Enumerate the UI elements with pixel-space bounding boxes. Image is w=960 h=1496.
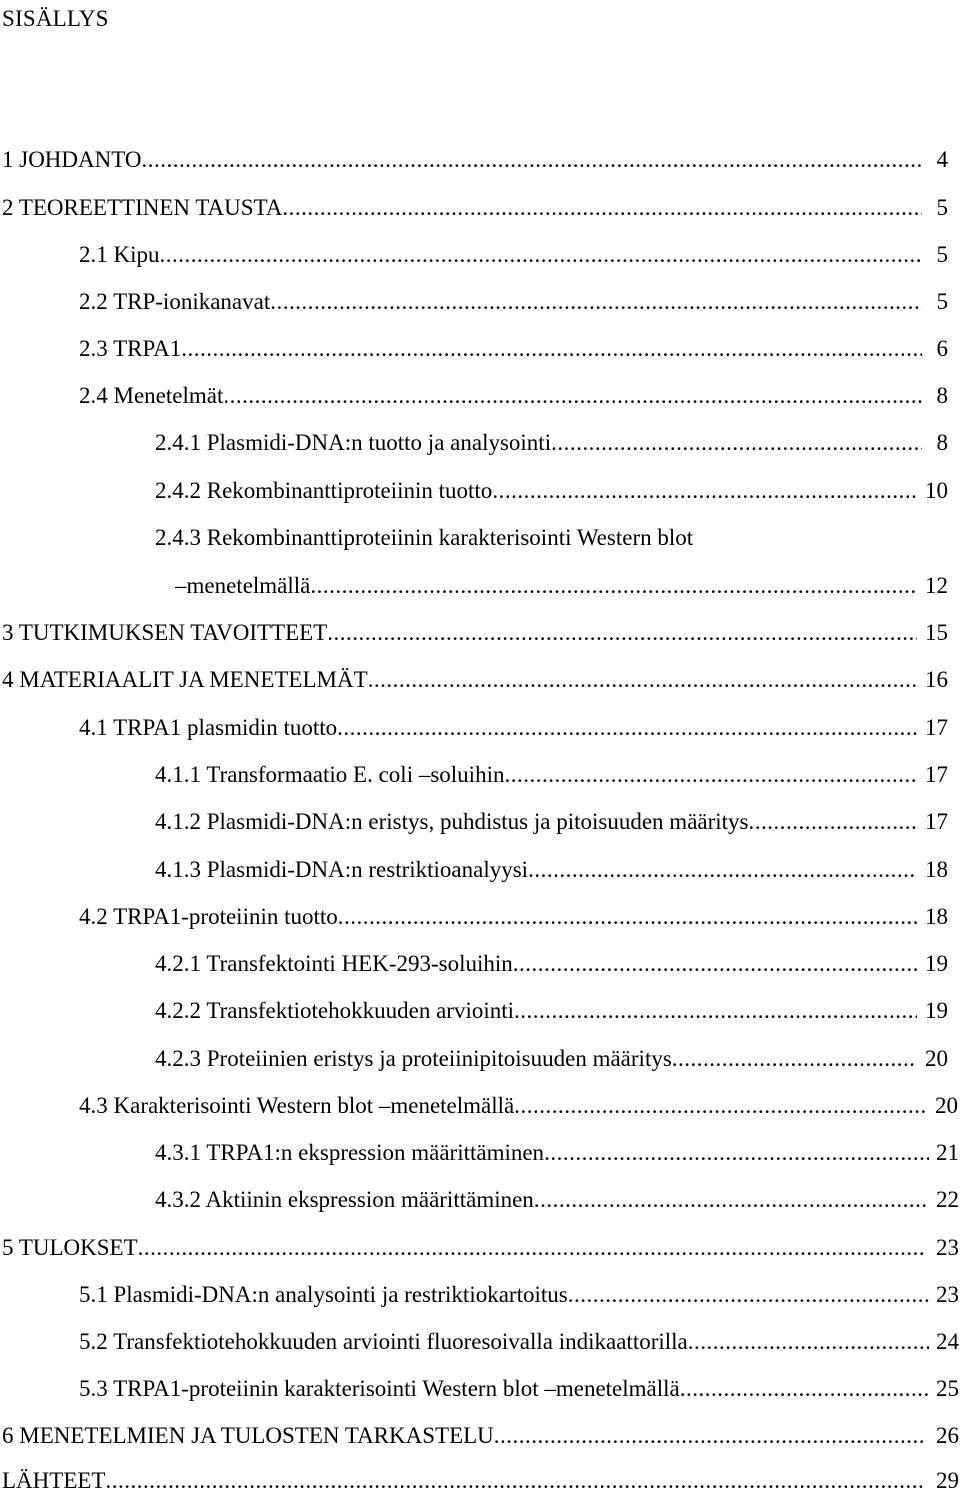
toc-page-number: 19 bbox=[925, 998, 948, 1023]
toc-page-number: 24 bbox=[936, 1329, 959, 1354]
toc-page-number: 19 bbox=[925, 951, 948, 976]
toc-entry-label: 2.4.3 Rekombinanttiproteiinin karakterisointi Western blot bbox=[155, 525, 694, 550]
toc-page-number: 5 bbox=[936, 242, 948, 267]
toc-entry-label: 4.2.2 Transfektiotehokkuuden arviointi bbox=[155, 998, 515, 1023]
toc-entry-label: 4.1.1 Transformaatio E. coli –soluihin bbox=[155, 762, 505, 787]
toc-leader-dots bbox=[534, 1185, 929, 1215]
toc-leader-dots bbox=[338, 902, 917, 932]
toc-title: SISÄLLYS bbox=[2, 6, 109, 31]
toc-entry-label: 2.4.1 Plasmidi-DNA:n tuotto ja analysointi bbox=[155, 430, 552, 455]
toc-leader-dots bbox=[368, 665, 917, 695]
toc-entry-label: 4.1.2 Plasmidi-DNA:n eristys, puhdistus ja pitoisuuden määritys bbox=[155, 809, 749, 834]
toc-entry-lahteet[interactable] bbox=[0, 1466, 960, 1496]
toc-entry-materiaalit-ja-menetelmat[interactable] bbox=[0, 665, 960, 695]
toc-entry-menetelmat[interactable] bbox=[0, 381, 960, 411]
toc-page-number: 22 bbox=[936, 1187, 959, 1212]
toc-page-number: 17 bbox=[925, 809, 948, 834]
toc-entry-label: 1 JOHDANTO bbox=[2, 147, 142, 172]
toc-entry-label: 4.2 TRPA1-proteiinin tuotto bbox=[79, 904, 338, 929]
toc-entry-restriktioanalyysi[interactable] bbox=[0, 855, 960, 885]
toc-entry-trpa1-plasmidin-tuotto[interactable] bbox=[0, 713, 960, 743]
toc-entry-trpa1-proteiinin-karakterisointi[interactable] bbox=[0, 1374, 960, 1404]
toc-entry-label: 6 MENETELMIEN JA TULOSTEN TARKASTELU bbox=[2, 1423, 494, 1448]
toc-entry-label: 5.3 TRPA1-proteiinin karakterisointi Western blot –menetelmällä bbox=[79, 1376, 680, 1401]
toc-leader-dots bbox=[310, 571, 917, 601]
toc-entry-plasmidi-dna-analysointi[interactable] bbox=[0, 1280, 960, 1310]
toc-page-number: 21 bbox=[936, 1140, 959, 1165]
toc-entry-label: 4.3.2 Aktiinin ekspression määrittäminen bbox=[155, 1187, 534, 1212]
toc-entry-label: 4.2.3 Proteiinien eristys ja proteiinipitoisuuden määritys bbox=[155, 1046, 672, 1071]
toc-page-number: 18 bbox=[925, 857, 948, 882]
toc-leader-dots bbox=[544, 1138, 929, 1168]
toc-entry-teoreettinen-tausta[interactable] bbox=[0, 193, 960, 223]
toc-page-number: 15 bbox=[925, 620, 948, 645]
toc-page-number: 18 bbox=[925, 904, 948, 929]
toc-entry-label: 4.3.1 TRPA1:n ekspression määrittäminen bbox=[155, 1140, 545, 1165]
toc-page-number: 17 bbox=[925, 715, 948, 740]
toc-entry-label: 4.1 TRPA1 plasmidin tuotto bbox=[79, 715, 338, 740]
toc-entry-label: –menetelmällä bbox=[175, 573, 311, 598]
toc-entry-label: 4.2.1 Transfektointi HEK-293-soluihin bbox=[155, 951, 513, 976]
toc-page-number: 29 bbox=[936, 1468, 959, 1493]
toc-entry-menetelmien-tarkastelu[interactable] bbox=[0, 1421, 960, 1451]
toc-entry-label: LÄHTEET bbox=[2, 1468, 106, 1493]
toc-leader-dots bbox=[680, 1374, 929, 1404]
toc-leader-dots bbox=[105, 1466, 925, 1496]
toc-entry-label: 2 TEOREETTINEN TAUSTA bbox=[2, 195, 283, 220]
toc-entry-kipu[interactable] bbox=[0, 240, 960, 270]
toc-entry-plasmidi-dna-tuotto[interactable] bbox=[0, 428, 960, 458]
toc-entry-label: 2.1 Kipu bbox=[79, 242, 160, 267]
toc-entry-label: 5.2 Transfektiotehokkuuden arviointi fluoresoivalla indikaattorilla bbox=[79, 1329, 688, 1354]
toc-entry-label: 4.1.3 Plasmidi-DNA:n restriktioanalyysi bbox=[155, 857, 529, 882]
toc-entry-fluoresoiva-indikaattori[interactable] bbox=[0, 1327, 960, 1357]
toc-leader-dots bbox=[337, 713, 917, 743]
toc-leader-dots bbox=[504, 760, 917, 790]
toc-entry-tulokset[interactable] bbox=[0, 1233, 960, 1263]
toc-leader-dots bbox=[142, 145, 923, 175]
toc-entry-trpa1-ekspressio[interactable] bbox=[0, 1138, 960, 1168]
toc-entry-label: 2.2 TRP-ionikanavat bbox=[79, 289, 271, 314]
toc-entry-transfektointi[interactable] bbox=[0, 949, 960, 979]
toc-page-number: 17 bbox=[925, 762, 948, 787]
toc-page-number: 23 bbox=[936, 1235, 959, 1260]
toc-entry-western-blot-line1[interactable] bbox=[155, 523, 693, 553]
toc-leader-dots bbox=[514, 1091, 927, 1121]
toc-entry-label: 5 TULOKSET bbox=[2, 1235, 138, 1260]
toc-entry-transformaatio[interactable] bbox=[0, 760, 960, 790]
toc-leader-dots bbox=[138, 1233, 925, 1263]
toc-leader-dots bbox=[494, 1421, 925, 1451]
toc-entry-label: 4.3 Karakterisointi Western blot –menetelmällä bbox=[79, 1093, 515, 1118]
toc-page-number: 23 bbox=[936, 1282, 959, 1307]
toc-entry-label: 5.1 Plasmidi-DNA:n analysointi ja restriktiokartoitus bbox=[79, 1282, 568, 1307]
toc-page-number: 4 bbox=[936, 147, 948, 172]
toc-entry-johdanto[interactable] bbox=[0, 145, 960, 175]
toc-leader-dots bbox=[492, 476, 917, 506]
toc-entry-proteiinien-eristys[interactable] bbox=[0, 1044, 960, 1074]
toc-leader-dots bbox=[528, 855, 917, 885]
toc-entry-aktiinin-ekspressio[interactable] bbox=[0, 1185, 960, 1215]
toc-entry-plasmidi-dna-eristys[interactable] bbox=[0, 807, 960, 837]
toc-leader-dots bbox=[672, 1044, 917, 1074]
toc-entry-label: 4 MATERIAALIT JA MENETELMÄT bbox=[2, 667, 368, 692]
toc-leader-dots bbox=[270, 287, 922, 317]
toc-entry-trp-ionikanavat[interactable] bbox=[0, 287, 960, 317]
toc-leader-dots bbox=[223, 381, 922, 411]
toc-leader-dots bbox=[568, 1280, 929, 1310]
toc-leader-dots bbox=[513, 949, 917, 979]
toc-leader-dots bbox=[551, 428, 922, 458]
toc-entry-label: 2.3 TRPA1 bbox=[79, 336, 182, 361]
toc-leader-dots bbox=[688, 1327, 929, 1357]
toc-leader-dots bbox=[514, 996, 917, 1026]
toc-page-number: 6 bbox=[936, 336, 948, 361]
toc-page-number: 12 bbox=[925, 573, 948, 598]
toc-entry-transfektiotehokkuus[interactable] bbox=[0, 996, 960, 1026]
toc-leader-dots bbox=[327, 618, 917, 648]
toc-entry-label: 3 TUTKIMUKSEN TAVOITTEET bbox=[2, 620, 328, 645]
toc-entry-label: 2.4.2 Rekombinanttiproteiinin tuotto bbox=[155, 478, 493, 503]
toc-leader-dots bbox=[282, 193, 922, 223]
toc-page-number: 5 bbox=[936, 195, 948, 220]
toc-leader-dots bbox=[181, 334, 922, 364]
toc-entry-karakterisointi-western-blot[interactable] bbox=[0, 1091, 960, 1121]
toc-leader-dots bbox=[160, 240, 923, 270]
toc-page-number: 20 bbox=[925, 1046, 948, 1071]
toc-page-number: 25 bbox=[936, 1376, 959, 1401]
toc-entry-trpa1-proteiinin-tuotto[interactable] bbox=[0, 902, 960, 932]
toc-page-number: 20 bbox=[935, 1093, 958, 1118]
toc-leader-dots bbox=[749, 807, 918, 837]
toc-page-number: 26 bbox=[936, 1423, 959, 1448]
toc-page-number: 5 bbox=[936, 289, 948, 314]
toc-page-number: 8 bbox=[936, 430, 948, 455]
toc-page-number: 8 bbox=[936, 383, 948, 408]
toc-entry-trpa1[interactable] bbox=[0, 334, 960, 364]
toc-entry-rekombinanttiproteiinin-tuotto[interactable] bbox=[0, 476, 960, 506]
toc-page-number: 10 bbox=[925, 478, 948, 503]
toc-entry-label: 2.4 Menetelmät bbox=[79, 383, 224, 408]
toc-entry-tutkimuksen-tavoitteet[interactable] bbox=[0, 618, 960, 648]
toc-page-number: 16 bbox=[925, 667, 948, 692]
toc-entry-western-blot-line2[interactable] bbox=[0, 571, 960, 601]
